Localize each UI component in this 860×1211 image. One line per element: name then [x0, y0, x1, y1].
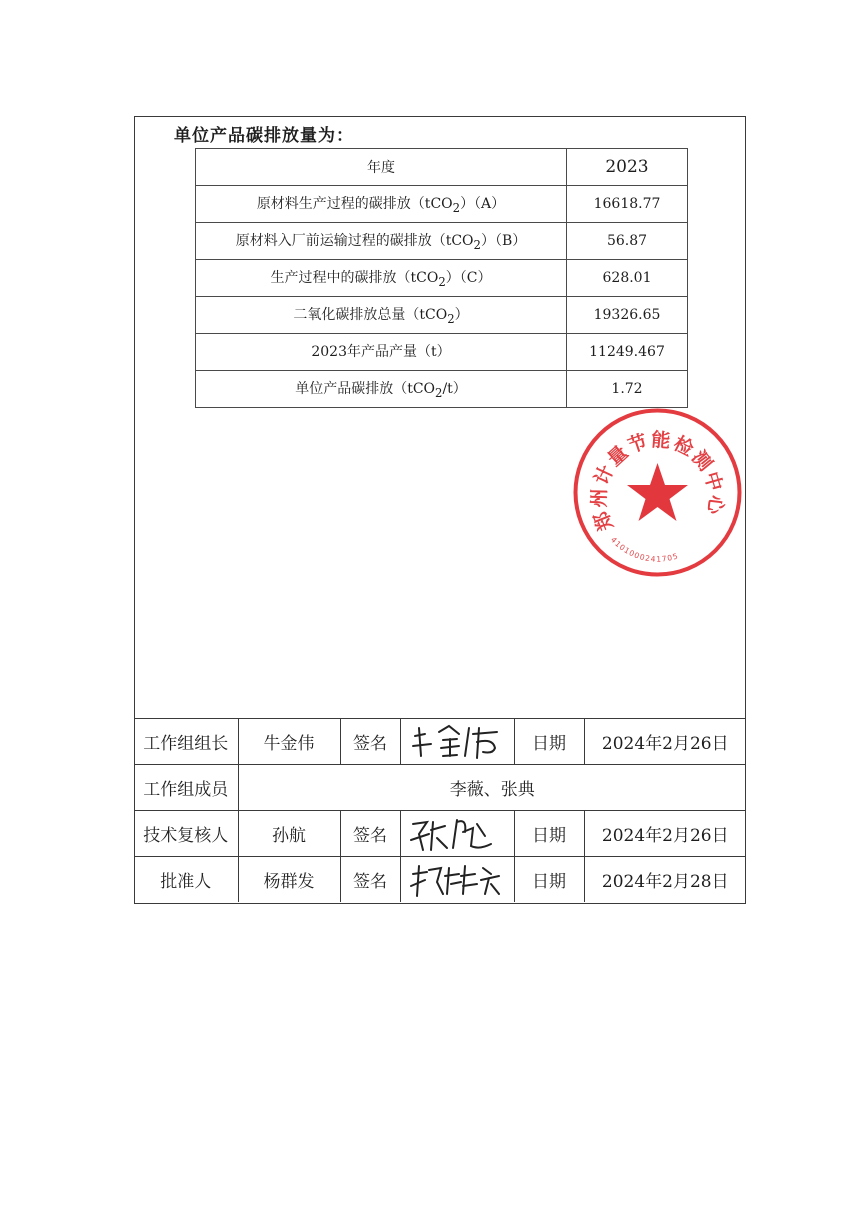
row-label-tail: /t）: [442, 381, 467, 398]
row-value: 11249.467: [567, 334, 688, 371]
row-label-sub: 2: [435, 385, 443, 400]
role-label: 批准人: [134, 857, 238, 903]
handwritten-signature: [400, 811, 514, 857]
row-value: 16618.77: [567, 186, 688, 223]
row-label-main: 二氧化碳排放总量（tCO: [293, 307, 448, 324]
signoff-row-members: [134, 765, 746, 811]
row-label: [196, 334, 567, 371]
table-row: [196, 186, 688, 223]
row-value: 628.01: [567, 260, 688, 297]
person-name: 孙航: [238, 811, 340, 857]
role-label: 工作组组长: [134, 719, 238, 765]
sign-date: 2024年2月26日: [584, 719, 746, 765]
person-name: 杨群发: [238, 857, 340, 903]
row-label-main: 生产过程中的碳排放（tCO: [270, 270, 439, 287]
row-label-tail: ）（B）: [480, 233, 527, 250]
row-label: [196, 297, 567, 334]
member-names: 李薇、张典: [238, 765, 746, 811]
row-label-tail: ）: [454, 307, 469, 324]
row-value: 56.87: [567, 223, 688, 260]
row-label-sub: 2: [447, 311, 455, 326]
role-label: 技术复核人: [134, 811, 238, 857]
svg-text:郑州计量节能检测中心: 郑州计量节能检测中心: [588, 428, 728, 534]
table-row: [196, 260, 688, 297]
row-label-main: 原材料入厂前运输过程的碳排放（tCO: [235, 233, 474, 250]
date-label: 日期: [514, 811, 584, 857]
signoff-row-leader: [134, 719, 746, 765]
svg-text:4101000241705: 4101000241705: [608, 535, 680, 564]
row-label: [196, 260, 567, 297]
row-label-main: 单位产品碳排放（tCO: [295, 381, 436, 398]
date-label: 日期: [514, 857, 584, 903]
year-header-label: 年度: [196, 149, 567, 186]
row-label: [196, 186, 567, 223]
table-header-row: [196, 149, 688, 186]
table-row: [196, 371, 688, 408]
section-heading: 单位产品碳排放量为：: [174, 126, 354, 146]
signoff-row-approver: [134, 857, 746, 903]
row-label-sub: 2: [452, 200, 461, 215]
row-label-main: 2023年产品产量（t）: [311, 344, 451, 361]
year-header-value: 2023: [567, 149, 688, 186]
row-label-main: 原材料生产过程的碳排放（tCO: [256, 196, 453, 213]
signature-scribble: [407, 860, 507, 900]
row-label: [196, 223, 567, 260]
signature-scribble: [407, 814, 507, 854]
date-label: 日期: [514, 719, 584, 765]
sign-label: 签名: [340, 719, 400, 765]
person-name: 牛金伟: [238, 719, 340, 765]
emission-table: [195, 148, 688, 408]
row-label-sub: 2: [438, 274, 446, 289]
row-value: 1.72: [567, 371, 688, 408]
handwritten-signature: [400, 857, 514, 903]
official-seal-stamp: [570, 405, 745, 580]
row-label-tail: ）（A）: [460, 196, 506, 213]
signature-scribble: [407, 722, 507, 762]
row-label-tail: ）（C）: [445, 270, 492, 287]
table-row: [196, 223, 688, 260]
signoff-row-reviewer: [134, 811, 746, 857]
role-label: 工作组成员: [134, 765, 238, 811]
row-label-sub: 2: [473, 237, 481, 252]
sign-date: 2024年2月26日: [584, 811, 746, 857]
sign-date: 2024年2月28日: [584, 857, 746, 903]
row-label: [196, 371, 567, 408]
handwritten-signature: [400, 719, 514, 765]
table-row: [196, 334, 688, 371]
table-row: [196, 297, 688, 334]
signoff-table: [134, 718, 746, 902]
sign-label: 签名: [340, 811, 400, 857]
sign-label: 签名: [340, 857, 400, 903]
row-value: 19326.65: [567, 297, 688, 334]
